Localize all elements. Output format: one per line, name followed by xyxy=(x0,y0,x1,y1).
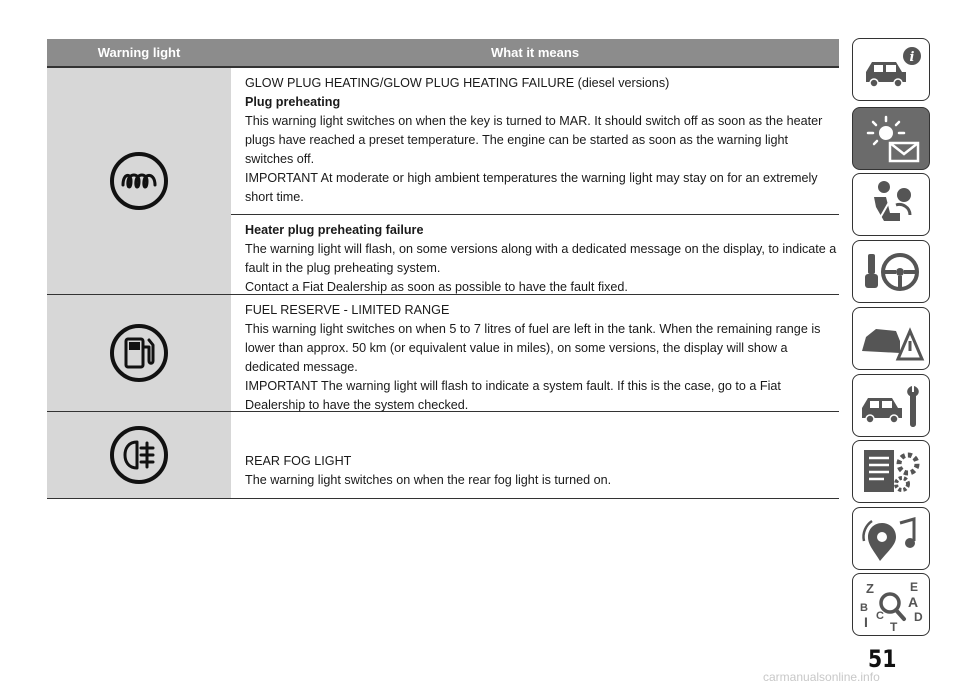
lamp-cell xyxy=(47,68,231,294)
row-title: FUEL RESERVE - LIMITED RANGE xyxy=(245,303,450,317)
page-number: 51 xyxy=(868,645,897,673)
watermark: carmanualsonline.info xyxy=(763,670,880,684)
fuel-pump-icon xyxy=(109,323,169,383)
row-title: GLOW PLUG HEATING/GLOW PLUG HEATING FAILURE (diesel versions) xyxy=(245,76,670,90)
tab-safety[interactable] xyxy=(852,173,930,236)
index-letter: T xyxy=(890,619,898,633)
table-header xyxy=(47,39,839,68)
tab-multimedia[interactable] xyxy=(852,507,930,570)
table-row xyxy=(47,412,839,499)
technical-data-icon xyxy=(856,444,926,500)
description-cell xyxy=(231,295,839,411)
multimedia-icon xyxy=(856,511,926,567)
index-letter: C xyxy=(876,609,884,622)
warning-light-message-icon xyxy=(856,111,926,167)
key-steering-wheel-icon xyxy=(856,244,926,300)
index-letter: E xyxy=(910,579,919,594)
car-info-icon xyxy=(856,42,926,98)
row-subhead: Plug preheating xyxy=(245,95,341,109)
index-letter: A xyxy=(908,593,919,610)
table-row xyxy=(47,68,839,295)
tab-warning-lights[interactable] xyxy=(852,107,930,170)
svg-text:i: i xyxy=(909,49,915,65)
car-emergency-icon xyxy=(856,311,926,367)
row-text: The warning light switches on when the rear fog light is turned on. xyxy=(245,473,612,487)
row-text: This warning light switches on when the key is turned to MAR. It should switch off as soon as the heater plugs have reached a preset temperature. The engine can be started as soon as the warning light switches off. xyxy=(245,114,823,166)
lamp-cell xyxy=(47,295,231,411)
index-letter: B xyxy=(860,601,868,614)
row-important: IMPORTANT At moderate or high ambient temperatures the warning light may stay on for an extremely short time. xyxy=(245,171,818,204)
table-row xyxy=(47,295,839,412)
lamp-cell xyxy=(47,412,231,498)
row-important: IMPORTANT The warning light will flash to indicate a system fault. If this is the case, go to a Fiat Dealership to have the system checked. xyxy=(245,379,781,412)
tab-index[interactable] xyxy=(852,573,930,636)
warning-lights-table xyxy=(47,39,839,499)
rear-fog-light-icon xyxy=(109,425,169,485)
row-subhead: Heater plug preheating failure xyxy=(245,223,424,237)
header-warning-light: Warning light xyxy=(97,45,181,60)
tab-technical-specifications[interactable] xyxy=(852,440,930,503)
tab-starting-driving[interactable] xyxy=(852,240,930,303)
seat-airbag-icon xyxy=(856,177,926,233)
tab-servicing-and-care[interactable] xyxy=(852,374,930,437)
description-cell xyxy=(231,68,839,294)
row-text: The warning light will flash, on some versions along with a dedicated message on the display, to indicate a fault in the plug preheating system. xyxy=(245,242,837,275)
index-search-icon xyxy=(856,577,926,633)
row-text: Contact a Fiat Dealership as soon as possible to have the fault fixed. xyxy=(245,280,628,294)
index-letter: D xyxy=(914,609,923,624)
index-letter: I xyxy=(864,613,868,630)
tab-knowing-your-car[interactable] xyxy=(852,38,930,101)
header-what-it-means: What it means xyxy=(490,45,580,60)
index-letter: Z xyxy=(866,580,874,596)
tab-in-an-emergency[interactable] xyxy=(852,307,930,370)
row-text: This warning light switches on when 5 to 7 litres of fuel are left in the tank. When the remaining range is lower than approx. 50 km (or equivalent value in miles), on some versions, the display will show a dedicated message. xyxy=(245,322,821,374)
row-title: REAR FOG LIGHT xyxy=(245,454,352,468)
glow-plug-icon xyxy=(109,151,169,211)
description-cell xyxy=(231,412,839,498)
car-maintenance-icon xyxy=(856,378,926,434)
